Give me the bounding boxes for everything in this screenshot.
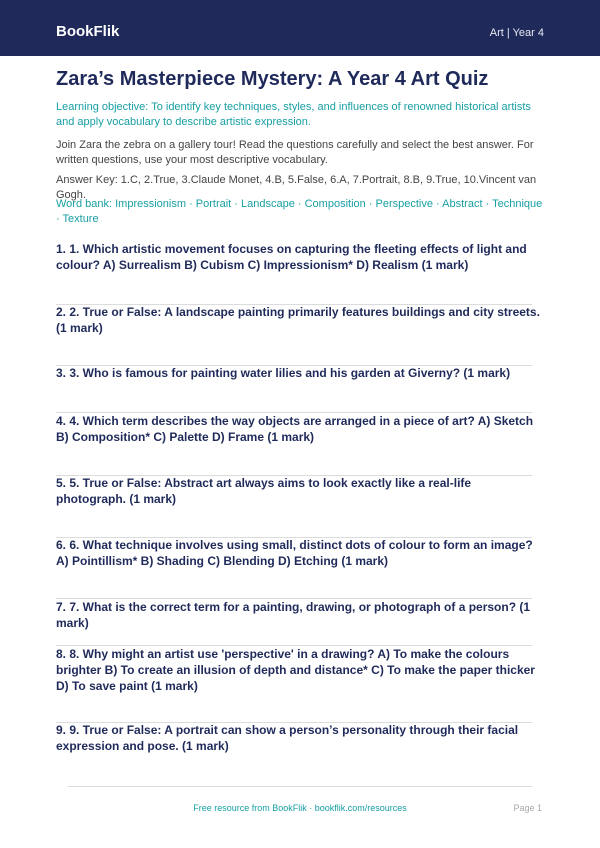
page-header	[0, 0, 600, 56]
page-title: Zara’s Masterpiece Mystery: A Year 4 Art Quiz	[56, 68, 489, 90]
answer-key: Answer Key: 1.C, 2.True, 3.Claude Monet, 4.B, 5.False, 6.A, 7.Portrait, 8.B, 9.True, 10.Vincent van Gogh.	[56, 174, 537, 201]
subject-label: Art | Year 4	[489, 27, 544, 39]
word-bank: Word bank: Impressionism · Portrait · Landscape · Composition · Perspective · Abstract · Technique · Texture	[56, 198, 543, 225]
learning-objective: Learning objective: To identify key techniques, styles, and influences of renowned historical artists and apply vocabulary to describe artistic expression.	[56, 101, 531, 128]
page-number: Page 1	[513, 803, 542, 813]
question-2: 2. 2. True or False: A landscape painting primarily features buildings and city streets. (1 mark)	[56, 305, 540, 335]
brand-logo-text: BookFlik	[56, 23, 120, 40]
question-1: 1. 1. Which artistic movement focuses on capturing the fleeting effects of light and colour? A) Surrealism B) Cubism C) Impressionism* D) Realism (1 mark)	[56, 242, 527, 272]
intro-text: Join Zara the zebra on a gallery tour! Read the questions carefully and select the best answer. For written questions, use your most descriptive vocabulary.	[56, 139, 534, 166]
question-4: 4. 4. Which term describes the way objects are arranged in a piece of art? A) Sketch B) Composition* C) Palette D) Frame (1 mark)	[56, 414, 534, 444]
footer-divider	[68, 786, 532, 787]
question-3: 3. 3. Who is famous for painting water lilies and his garden at Giverny? (1 mark)	[56, 366, 511, 380]
footer-link[interactable]: Free resource from BookFlik · bookflik.com/resources	[193, 803, 407, 813]
question-9: 9. 9. True or False: A portrait can show a person’s personality through their facial expression and pose. (1 mark)	[56, 723, 519, 753]
question-5: 5. 5. True or False: Abstract art always aims to look exactly like a real-life photograph. (1 mark)	[56, 476, 472, 506]
question-8: 8. 8. Why might an artist use 'perspective' in a drawing? A) To make the colours brighter B) To create an illusion of depth and distance* C) To make the paper thicker D) To save paint (1 mark)	[56, 647, 535, 693]
question-7: 7. 7. What is the correct term for a painting, drawing, or photograph of a person? (1 mark)	[56, 600, 531, 630]
question-6: 6. 6. What technique involves using small, distinct dots of colour to form an image? A) Pointillism* B) Shading C) Blending D) Etching (1 mark)	[56, 538, 533, 568]
